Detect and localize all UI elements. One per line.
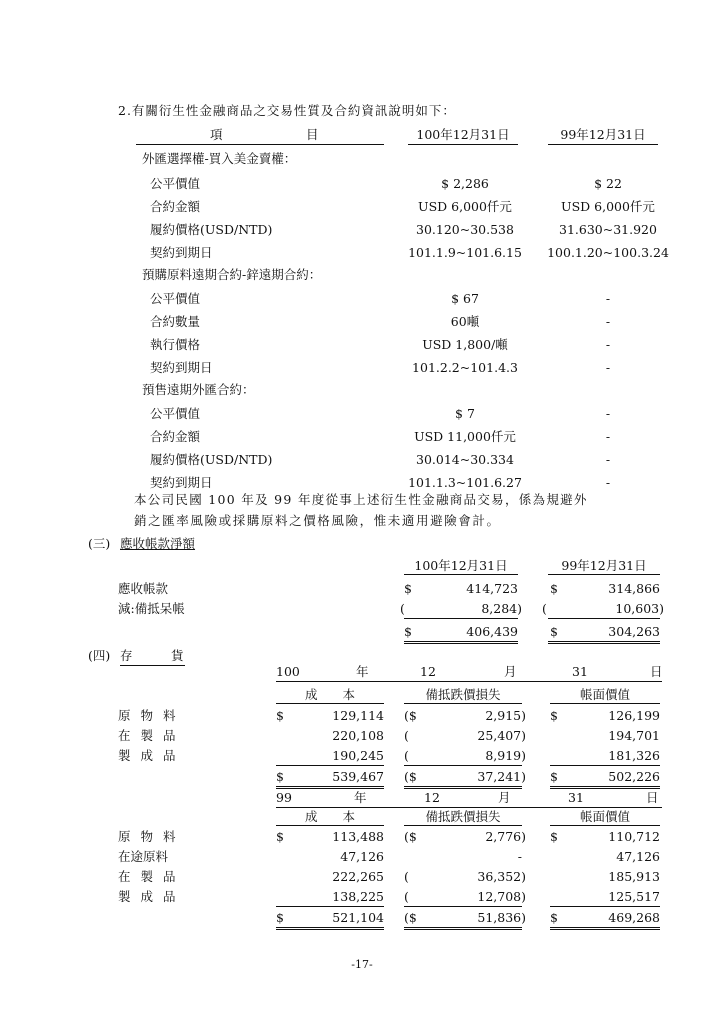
col-allowance: 備抵跌價損失 [425, 809, 501, 824]
dollar-sign: $ [550, 829, 558, 844]
open-paren: ( [400, 601, 405, 616]
inv-book: 185,913 [608, 869, 660, 884]
inv-allowance: 2,776) [485, 829, 526, 844]
dollar-sign: $ [550, 581, 558, 596]
net-2010: 304,263 [608, 624, 660, 639]
row-label: 契約到期日 [150, 245, 213, 260]
inv-allowance: - [517, 849, 522, 864]
inv-cost: 138,225 [332, 889, 384, 904]
total-line [404, 788, 522, 789]
dollar-sign: $ [550, 769, 558, 784]
row-label: 執行價格 [150, 337, 201, 352]
col-book-value: 帳面價值 [579, 809, 630, 824]
row-value-2010: - [605, 360, 611, 375]
section-title-underline [120, 665, 185, 666]
row-value-2010: - [605, 337, 611, 352]
open-paren-dollar: ($ [404, 829, 417, 844]
page-number: -17- [351, 958, 373, 971]
inv-row-label: 原 物 料 [118, 829, 179, 844]
col-item-a: 項 [210, 127, 223, 142]
group-title-fx-option: 外匯選擇權-買入美金賣權： [142, 151, 297, 166]
allowance-2010: 10,603) [615, 601, 664, 616]
section-title-inv-a: 存 [120, 648, 133, 663]
total-line [404, 927, 522, 928]
inv-row-label: 在途原料 [118, 849, 169, 864]
col-underline [404, 825, 522, 826]
row-value-2011: $ 67 [451, 291, 479, 306]
subtotal-line [404, 906, 522, 907]
row-value-2010: - [605, 452, 611, 467]
total-line [276, 786, 384, 787]
subtotal-line [550, 765, 660, 766]
subtotal-line [404, 765, 522, 766]
dollar-sign: $ [276, 910, 284, 925]
header-month: 12 [420, 664, 436, 679]
section-number: (四) [88, 648, 111, 663]
header-day: 31 [572, 664, 588, 679]
inv-allowance: 25,407) [477, 728, 526, 743]
header-underline [276, 681, 662, 682]
dollar-sign: $ [550, 708, 558, 723]
row-value-2011: 30.014~30.334 [416, 452, 514, 467]
underline-2011 [408, 144, 518, 145]
net-2011: 406,439 [466, 624, 518, 639]
total-line [404, 786, 522, 787]
inv-allowance: 2,915) [485, 708, 526, 723]
dollar-sign: $ [550, 910, 558, 925]
ar-2011: 414,723 [466, 581, 518, 596]
row-value-2011: 101.1.3~101.6.27 [408, 475, 522, 490]
open-paren: ( [542, 601, 547, 616]
row-label: 合約金額 [150, 429, 201, 444]
col-underline [550, 703, 660, 704]
header-ri: 日 [646, 790, 659, 805]
open-paren: ( [404, 748, 409, 763]
section-number: (三) [88, 536, 111, 551]
row-value-2011: USD 11,000仟元 [414, 429, 516, 444]
open-paren: ( [404, 889, 409, 904]
dollar-sign: $ [404, 624, 412, 639]
inv-cost: 190,245 [332, 748, 384, 763]
ar-2010: 314,866 [608, 581, 660, 596]
total-line [550, 927, 660, 928]
total-line-a-2011 [404, 641, 518, 642]
col-underline [404, 703, 522, 704]
col-book-value: 帳面價值 [579, 687, 630, 702]
open-paren: ( [404, 728, 409, 743]
inv-total-allowance: 51,836) [477, 910, 526, 925]
inv-total-cost: 521,104 [332, 910, 384, 925]
inv-total-book: 502,226 [608, 769, 660, 784]
header-month: 12 [424, 790, 440, 805]
underline-item [136, 144, 384, 145]
inv-book: 47,126 [616, 849, 660, 864]
inv-cost: 113,488 [332, 829, 384, 844]
row-label: 履約價格(USD/NTD) [150, 452, 273, 467]
row-value-2011: 101.1.9~101.6.15 [408, 245, 522, 260]
row-value-2010: - [605, 406, 611, 421]
open-paren-dollar: ($ [404, 910, 417, 925]
row-value-2010: - [605, 314, 611, 329]
group-title-fx-forward: 預售遠期外匯合約： [142, 382, 255, 397]
col-underline [550, 825, 660, 826]
ar-label: 應收帳款 [118, 581, 169, 596]
row-value-2010: - [605, 291, 611, 306]
col-header-2010: 99年12月31日 [560, 127, 646, 142]
subtotal-line [276, 906, 384, 907]
total-line [550, 788, 660, 789]
row-label: 契約到期日 [150, 360, 213, 375]
inv-book: 181,326 [608, 748, 660, 763]
row-label: 合約數量 [150, 314, 201, 329]
row-label: 公平價值 [150, 176, 201, 191]
row-value-2011: 60噸 [450, 314, 480, 329]
total-line [276, 788, 384, 789]
total-line-b-2010 [548, 643, 660, 644]
header-underline [276, 807, 662, 808]
col-item-b: 目 [306, 127, 319, 142]
underline-2010 [548, 574, 660, 575]
row-label: 公平價值 [150, 291, 201, 306]
col-underline [276, 825, 384, 826]
inv-cost: 222,265 [332, 869, 384, 884]
allowance-label: 減:備抵呆帳 [118, 601, 185, 616]
open-paren-dollar: ($ [404, 769, 417, 784]
note-line-2: 銷之匯率風險或採購原料之價格風險，惟未適用避險會計。 [134, 513, 501, 528]
row-value-2011: 30.120~30.538 [416, 222, 514, 237]
section-title-inv-b: 貨 [171, 648, 184, 663]
inv-book: 110,712 [608, 829, 660, 844]
row-value-2011: USD 1,800/噸 [422, 337, 508, 352]
open-paren-dollar: ($ [404, 708, 417, 723]
col-header-2011: 100年12月31日 [414, 558, 508, 573]
row-value-2010: 100.1.20~100.3.24 [547, 245, 669, 260]
inv-total-book: 469,268 [608, 910, 660, 925]
inv-allowance: 12,708) [477, 889, 526, 904]
col-header-2010: 99年12月31日 [561, 558, 647, 573]
header-nian: 年 [354, 790, 367, 805]
header-year: 100 [276, 664, 300, 679]
row-value-2010: - [605, 475, 611, 490]
section-title-ar: 應收帳款淨額 [120, 536, 196, 551]
inv-cost: 129,114 [332, 708, 384, 723]
inv-row-label: 在 製 品 [118, 728, 179, 743]
row-value-2010: 31.630~31.920 [559, 222, 657, 237]
total-line [550, 786, 660, 787]
inv-book: 125,517 [608, 889, 660, 904]
underline-2011 [404, 574, 518, 575]
subtotal-line-2011 [404, 618, 518, 619]
col-allowance: 備抵跌價損失 [425, 687, 501, 702]
col-underline [276, 703, 384, 704]
row-label: 履約價格(USD/NTD) [150, 222, 273, 237]
inv-allowance: 8,919) [485, 748, 526, 763]
underline-2010 [548, 144, 658, 145]
total-line [404, 929, 522, 930]
inv-cost: 220,108 [332, 728, 384, 743]
row-value-2011: $ 2,286 [441, 176, 489, 191]
dollar-sign: $ [276, 708, 284, 723]
dollar-sign: $ [550, 624, 558, 639]
row-label: 公平價值 [150, 406, 201, 421]
header-yue: 月 [498, 790, 511, 805]
row-label: 合約金額 [150, 199, 201, 214]
subtotal-line [276, 765, 384, 766]
inv-cost: 47,126 [340, 849, 384, 864]
row-value-2011: USD 6,000仟元 [418, 199, 512, 214]
open-paren: ( [404, 869, 409, 884]
dollar-sign: $ [404, 581, 412, 596]
subtotal-line-2010 [548, 618, 660, 619]
inv-row-label: 在 製 品 [118, 869, 179, 884]
total-line-b-2011 [404, 643, 518, 644]
inv-total-allowance: 37,241) [477, 769, 526, 784]
header-year: 99 [276, 790, 292, 805]
total-line [276, 927, 384, 928]
row-value-2010: - [605, 429, 611, 444]
col-cost: 成 本 [304, 687, 355, 702]
inv-book: 194,701 [608, 728, 660, 743]
inv-row-label: 製 成 品 [118, 748, 179, 763]
group-title-zinc-forward: 預購原料遠期合約-鋅遠期合約： [142, 267, 322, 282]
inv-row-label: 製 成 品 [118, 889, 179, 904]
header-yue: 月 [504, 664, 517, 679]
allowance-2011: 8,284) [481, 601, 522, 616]
total-line-a-2010 [548, 641, 660, 642]
col-cost: 成 本 [304, 809, 355, 824]
header-nian: 年 [356, 664, 369, 679]
row-value-2010: $ 22 [594, 176, 622, 191]
inv-book: 126,199 [608, 708, 660, 723]
inv-allowance: 36,352) [477, 869, 526, 884]
total-line [550, 929, 660, 930]
deriv-heading: 2.有關衍生性金融商品之交易性質及合約資訊說明如下： [118, 103, 456, 118]
row-label: 契約到期日 [150, 475, 213, 490]
row-value-2011: $ 7 [455, 406, 475, 421]
header-day: 31 [568, 790, 584, 805]
row-value-2010: USD 6,000仟元 [561, 199, 655, 214]
inv-row-label: 原 物 料 [118, 708, 179, 723]
inv-total-cost: 539,467 [332, 769, 384, 784]
note-line-1: 本公司民國 100 年及 99 年度從事上述衍生性金融商品交易，係為規避外 [134, 492, 588, 507]
subtotal-line [550, 906, 660, 907]
dollar-sign: $ [276, 769, 284, 784]
header-ri: 日 [650, 664, 663, 679]
row-value-2011: 101.2.2~101.4.3 [412, 360, 518, 375]
col-header-2011: 100年12月31日 [416, 127, 510, 142]
dollar-sign: $ [276, 829, 284, 844]
total-line [276, 929, 384, 930]
